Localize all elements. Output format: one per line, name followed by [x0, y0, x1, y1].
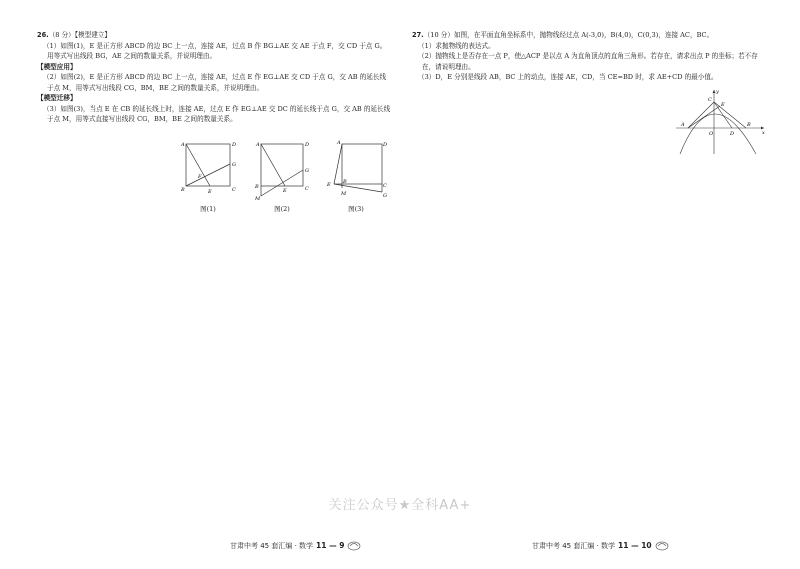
fig1-label-A: A — [181, 142, 185, 148]
fig3-label-D: D — [383, 142, 388, 148]
fig3-label-C: C — [383, 183, 387, 189]
figure-3-caption: 图(3) — [348, 205, 364, 213]
parabola-label-y: y — [716, 89, 719, 95]
q26-figures — [178, 140, 393, 215]
footer-left-text: 甘肃中考 45 套汇编 · 数学 — [230, 541, 314, 550]
fig2-label-G: G — [305, 168, 309, 174]
fig1-label-C: C — [232, 187, 236, 193]
q27-part3: （3）D，E 分别是线段 AB，BC 上的动点，连接 AE，CD，当 CE=BD 时，求 AE+CD 的最小值。 — [418, 73, 718, 81]
figure-2 — [253, 140, 313, 202]
footer-right-logo-icon — [655, 540, 669, 551]
footer-right-page: 11 — 10 — [618, 541, 652, 550]
footer-left-page: 11 — 9 — [316, 541, 345, 550]
parabola-label-E: E — [721, 102, 725, 108]
fig2-label-E: E — [283, 188, 287, 194]
fig1-label-E: E — [208, 189, 212, 195]
q26-part3: （3）如图(3)，当点 E 在 CB 的延长线上时，连接 AE，过点 E 作 EG⊥AE 交 DC 的延长线于点 G，交 AB 的延长线于点 M，用等式直接写出线段 CG，BM，BE 之间的数量关系。 — [43, 104, 391, 123]
figure-1-caption: 图(1) — [200, 205, 216, 213]
fig3-label-B: B — [343, 179, 347, 185]
footer-left-logo-icon — [347, 540, 361, 551]
figure-3-diagram — [326, 140, 388, 198]
q26-part2: （2）如图(2)，E 是正方形 ABCD 的边 BC 上一点，连接 AE，过点 E 作 EG⊥AE 交 CD 于点 G，交 AB 的延长线于点 M，用等式写出线段 CG，BM，BE 之间的数量关系，并说明理由。 — [43, 73, 387, 92]
parabola-diagram — [672, 88, 767, 156]
fig3-label-M: M — [341, 191, 347, 197]
figure-3 — [326, 140, 388, 198]
parabola-label-O: O — [709, 131, 714, 137]
q26-head: （8 分）【模型建立】 — [48, 31, 112, 39]
q26-section-transfer: 【模型迁移】 — [37, 94, 77, 102]
q26-section-apply: 【模型应用】 — [37, 62, 77, 71]
footer-right-text: 甘肃中考 45 套汇编 · 数学 — [532, 541, 616, 550]
question-26 — [37, 30, 392, 125]
question-27 — [412, 30, 767, 83]
q26-part1: （1）如图(1)，E 是正方形 ABCD 的边 BC 上一点，连接 AE，过点 B 作 BG⊥AE 交 AE 于点 F，交 CD 于点 G。用等式写出线段 BG，AE 之间的数量关系，并说明理由。 — [43, 41, 387, 60]
fig3-label-G: G — [383, 193, 387, 198]
parabola-label-C: C — [708, 97, 712, 103]
fig2-label-B: B — [255, 184, 259, 190]
fig1-label-B: B — [181, 187, 185, 193]
q27-intro: （10 分）如图，在平面直角坐标系中，抛物线经过点 A(-3,0)，B(4,0)，C(0,3)，连接 AC，BC。 — [423, 31, 714, 39]
fig3-label-E: E — [327, 182, 331, 188]
q27-parabola-figure — [672, 88, 767, 160]
fig3-label-A: A — [337, 140, 341, 146]
q27-part2: （2）抛物线上是否存在一点 P，使△ACP 是以点 A 为直角顶点的直角三角形。若存在，请求出点 P 的坐标；若不存在，请说明理由。 — [418, 52, 758, 71]
q26-number: 26. — [37, 31, 49, 39]
fig1-label-F: F — [198, 174, 202, 180]
parabola-label-D: D — [730, 131, 735, 137]
figure-1-diagram — [178, 140, 238, 195]
parabola-label-A: A — [681, 122, 685, 128]
figure-1 — [178, 140, 238, 195]
q27-number: 27. — [412, 31, 424, 39]
fig2-label-M: M — [255, 196, 261, 202]
parabola-label-x: x — [762, 130, 765, 136]
q27-header — [412, 30, 767, 41]
figure-2-diagram — [253, 140, 313, 202]
fig2-label-A: A — [256, 142, 260, 148]
footer-left — [230, 540, 361, 551]
fig1-label-D: D — [232, 142, 237, 148]
q27-part1: （1）求抛物线的表达式。 — [418, 41, 495, 50]
fig1-label-G: G — [232, 162, 236, 168]
watermark: 关注公众号★全科AA+ — [328, 498, 472, 513]
figure-2-caption: 图(2) — [274, 205, 290, 213]
parabola-label-B: B — [747, 122, 751, 128]
fig2-label-C: C — [305, 186, 309, 192]
fig2-label-D: D — [305, 142, 310, 148]
q26-header — [37, 30, 392, 41]
footer-right — [532, 540, 669, 551]
